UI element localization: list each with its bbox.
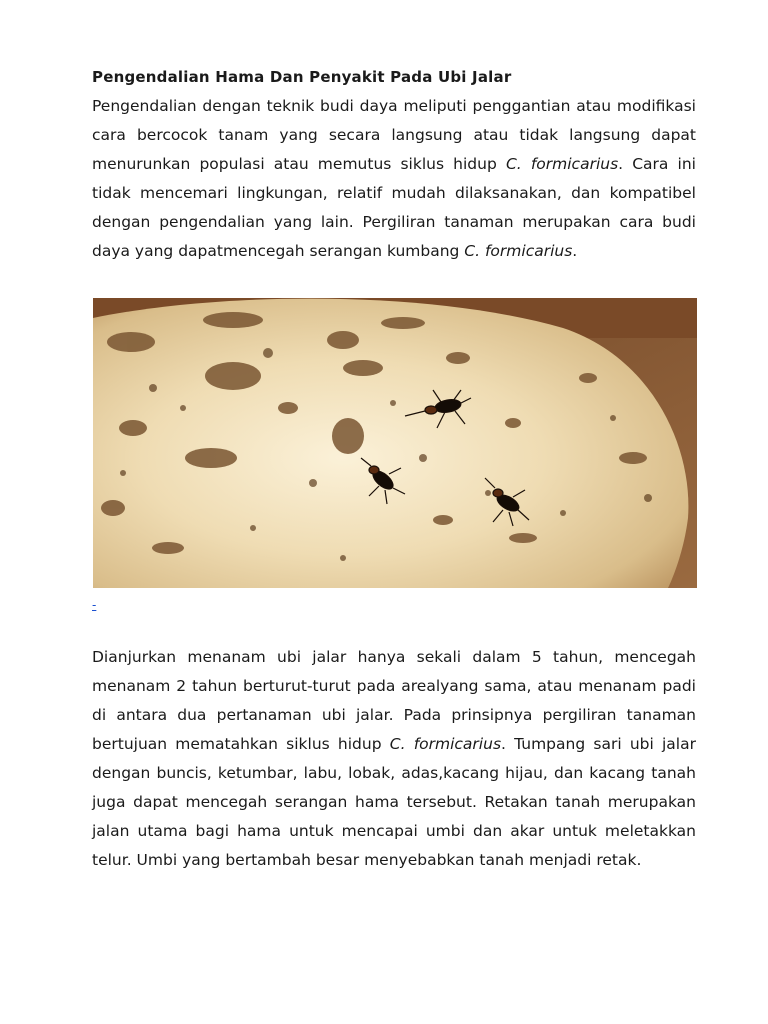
paragraph-intro [92,92,696,266]
paragraph-recommendation-text-1: Dianjurkan menanam ubi jalar hanya sekali dalam 5 tahun, mencegah menanam 2 tahun berturut-turut pada arealyang sama, atau menanam padi di antara dua pertanaman ubi jalar. Pada prinsipnya pergiliran tanaman bertujuan mematahkan siklus hidup [92,648,696,753]
weevil-on-tuber-illustration [93,298,697,588]
paragraph-intro-text-2: . Cara ini tidak mencemari lingkungan, relatif mudah dilaksanakan, dan kompatibel dengan pengendalian yang lain. Pergiliran tanaman merupakan cara budi daya yang dapatmencegah serangan kumbang [92,155,696,260]
image-link[interactable]: - [92,598,97,612]
species-name-italic: C. formicarius [505,155,619,173]
paragraph-recommendation-text-2: . Tumpang sari ubi jalar dengan buncis, ketumbar, labu, lobak, adas,kacang hijau, dan kacang tanah juga dapat mencegah serangan hama tersebut. Retakan tanah merupakan jalan utama bagi hama untuk mencapai umbi dan akar untuk meletakkan telur. Umbi yang bertambah besar menyebabkan tanah menjadi retak. [92,735,696,869]
species-name-italic: C. formicarius [464,242,573,260]
paragraph-intro-text-1: Pengendalian dengan teknik budi daya meliputi penggantian atau modifikasi cara bercocok tanam yang secara langsung atau tidak langsung dapat menurunkan populasi atau memutus siklus hidup [92,97,696,173]
page-heading: Pengendalian Hama Dan Penyakit Pada Ubi Jalar [92,68,512,86]
paragraph-recommendation [92,643,696,875]
sweet-potato-weevil-photo [93,298,697,588]
species-name-italic: C. formicarius [389,735,502,753]
paragraph-intro-text-3: . [572,242,578,260]
